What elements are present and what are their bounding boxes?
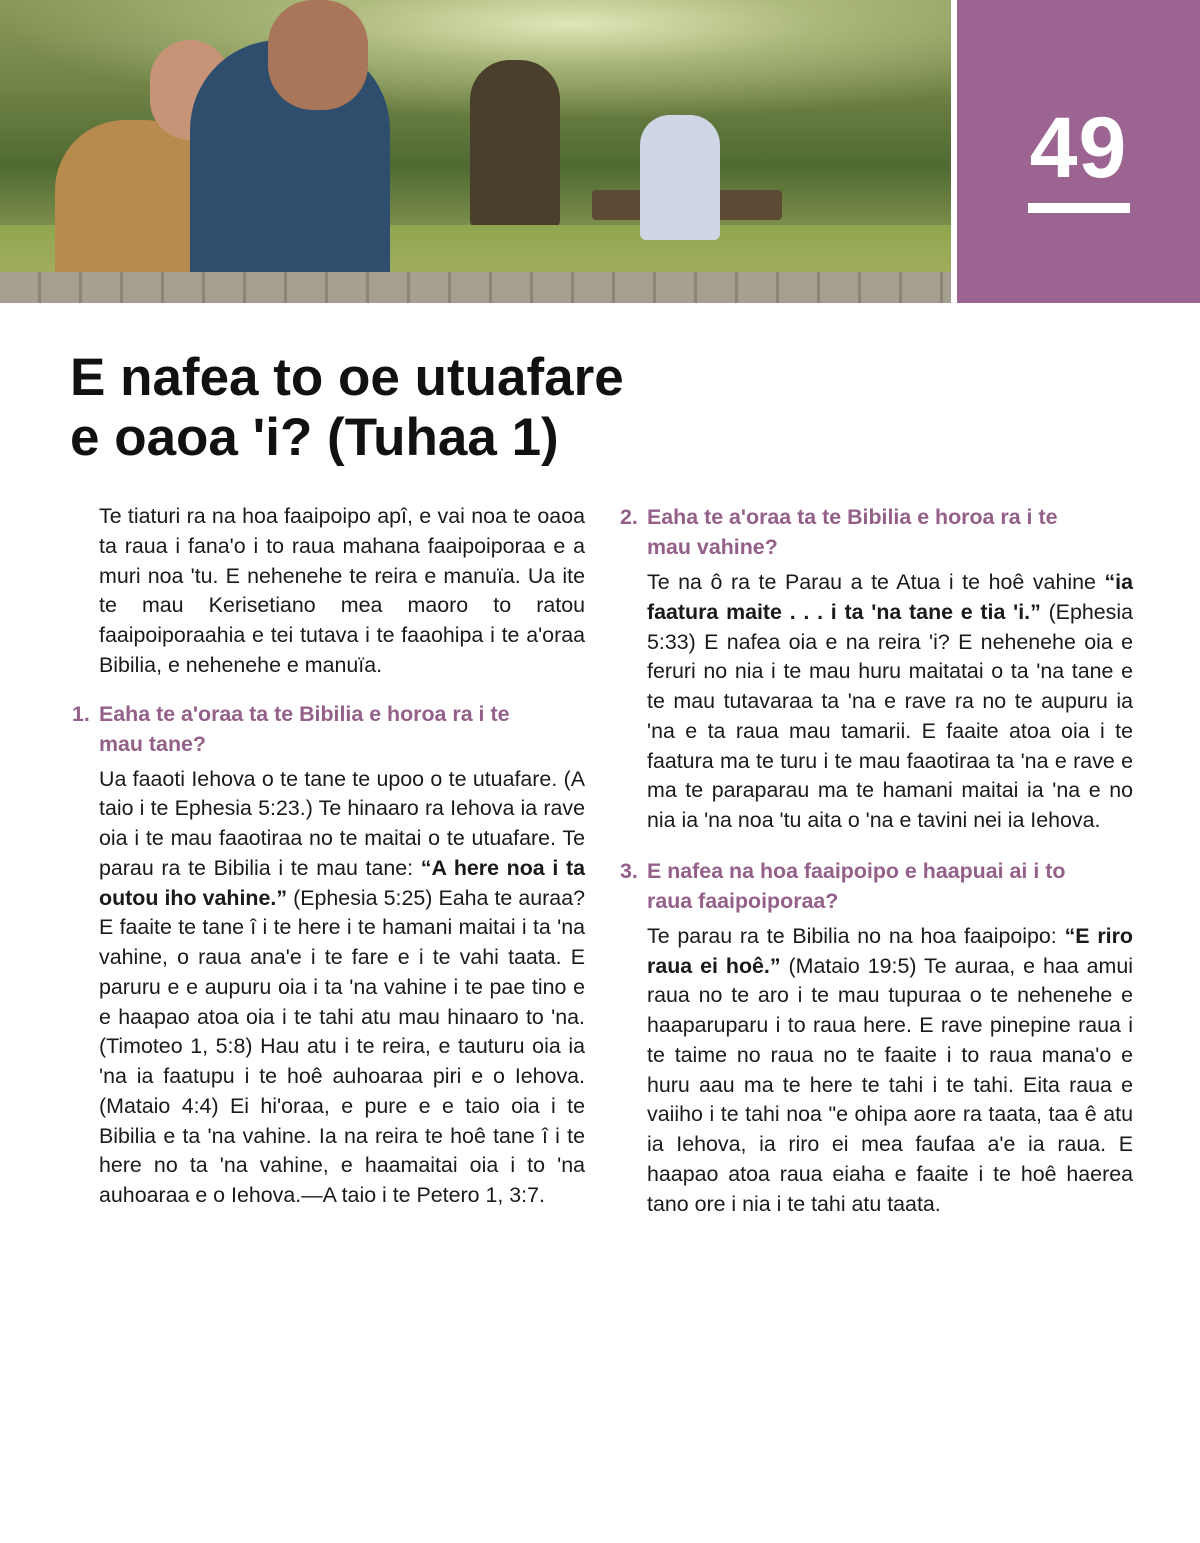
scripture-quote: “ia faatura maite . . . i ta 'na tane e tia 'i.” <box>647 570 1133 624</box>
section-1-body <box>99 765 585 1211</box>
intro-paragraph <box>99 502 585 681</box>
photo-stone-wall <box>0 272 951 303</box>
body-text: (Mataio 19:5) Te auraa, e haa amui raua no te aro i te mau tupuraa o te nehenehe e haaparuparu i to raua here. E rave pinepine raua i te taime no raua no te faaite i to raua mana'o e huru aau ma te here te tahi i te tahi. Eita raua e vaiiho i te tahi noa "e ohipa aore ra taata, taa ê atu ia Iehova, ia riro ei mea faufaa a'e ia raua. E haapao atoa raua eiaha e faaite i te hoê haerea tano ore i nia i te tahi atu taata. <box>647 953 1133 1216</box>
body-text: (Ephesia 5:25) Eaha te auraa? E faaite te tane î i te here i te hamani maitai i ta 'na vahine, o raua ana'e i te fare e i te vahi taata. E paruru e e aupuru oia i ta 'na vahine i te pae tino e e haapao atoa oia i te tahi atu mau hinaaro to 'na. (Timoteo 1, 5:8) Hau atu i te reira, e tauturu oia ia 'na ia faatupu i te hoê auhoaraa piri e o Iehova. (Mataio 4:4) Ei hi'oraa, e pure e e taio oia i te Bibilia e ta 'na vahine. Ia na reira te hoê tane î i te here no ta 'na vahine, e haamaitai oia i to 'na auhoaraa e o Iehova.—A taio i te Petero 1, 3:7. <box>99 885 585 1207</box>
lesson-number: 49 <box>1029 100 1128 196</box>
section-number: 3. <box>620 858 638 883</box>
scripture-quote: “A here noa i ta outou iho vahine.” <box>99 855 586 910</box>
section-2-question <box>620 502 1133 562</box>
section-number: 2. <box>620 505 638 529</box>
question-text: Eaha te a'oraa ta te Bibilia e horoa ra i te mau vahine? <box>647 505 1058 559</box>
body-text: Te parau ra te Bibilia no na hoa faaipoipo: <box>647 923 1065 948</box>
right-column <box>620 502 1133 1219</box>
photo-man-head <box>268 0 368 110</box>
body-text: (Ephesia 5:33) E nafea oia e na reira 'i? E nehenehe oia e feruri no nia i te mau huru maitatai o ta 'na tane e te mau tutavaraa ta 'na e rave ra no te aupuru ia 'na e ta raua mau tamarii. E faaite atoa oia i te faatura ma te turu i te mau faaotiraa ta 'na e rave e ma te paraparau ma te hamani maitai ia 'na e no nia ia 'na noa 'tu aita o 'na e tavini nei ia Iehova. <box>647 599 1133 832</box>
section-2-body <box>647 568 1133 836</box>
body-text: Te tiaturi ra na hoa faaipoipo apî, e vai noa te oaoa ta raua i fana'o i to raua mahana faaipoiporaa e a muri noa 'tu. E nehenehe te reira e manuïa. Ua ite te mau Kerisetiano mea maoro to ratou faaipoiporaahia e tei tutava i te faaohipa i te a'oraa Bibilia, e nehenehe e manuïa. <box>99 504 585 677</box>
section-3-question <box>620 856 1133 916</box>
question-text: Eaha te a'oraa ta te Bibilia e horoa ra i te mau tane? <box>99 701 510 756</box>
body-text: Ua faaoti Iehova o te tane te upoo o te utuafare. (A taio i te Ephesia 5:23.) Te hinaaro ra Iehova ia rave oia i te mau faaotiraa no te maitai o te utuafare. Te parau ra te Bibilia i te mau tane: <box>99 766 585 880</box>
lesson-number-underline <box>1028 203 1130 213</box>
body-text: Te na ô ra te Parau a te Atua i te hoê vahine <box>647 570 1105 594</box>
section-1-question <box>72 699 585 759</box>
left-column <box>72 502 585 1211</box>
question-text: E nafea na hoa faaipoipo e haapuai ai i to raua faaipoiporaa? <box>647 858 1066 913</box>
page-title <box>70 348 770 468</box>
lesson-number-badge <box>957 0 1200 303</box>
title-line-1: E nafea to oe utuafare <box>70 348 624 407</box>
photo-tree <box>470 60 560 230</box>
title-line-2: e oaoa 'i? (Tuhaa 1) <box>70 408 559 467</box>
scripture-quote: “E riro raua ei hoê.” <box>647 923 1133 978</box>
section-number: 1. <box>72 701 90 726</box>
photo-elderly-couple <box>640 115 720 240</box>
header-photo <box>0 0 951 303</box>
section-3-body <box>647 922 1133 1220</box>
